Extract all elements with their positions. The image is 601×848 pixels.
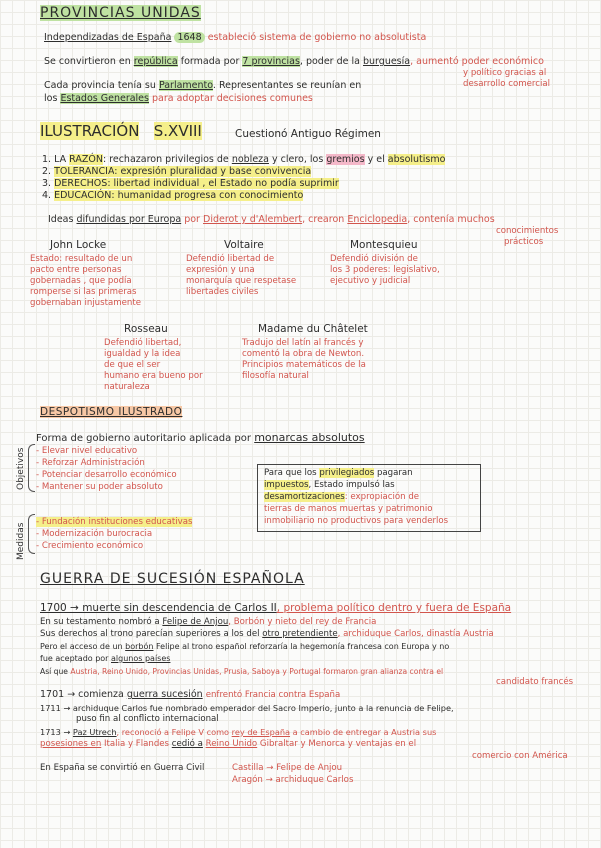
box-line: Para que los privilegiados pagaran [264, 468, 413, 478]
locke-line: gobernadas , que podía [30, 276, 132, 286]
line-derechos-trono: Sus derechos al trono parecían superiores a los del otro pretendiente, archiduque Carlos, dinastía Austria [40, 629, 494, 639]
line-1711: 1711 → archiduque Carlos fue nombrado emperador del Sacro Imperio, junto a la renuncia de Felipe, [40, 703, 454, 713]
box-line: desamortizaciones: expropiación de [264, 492, 420, 502]
box-line: inmobiliario no productivos para venderlos [264, 516, 449, 526]
philosopher-name: Madame du Châtelet [258, 323, 368, 335]
line-aragon: Aragón → archiduque Carlos [232, 775, 354, 785]
locke-line: Estado: resultado de un [30, 254, 133, 264]
idea-tolerancia: 2. TOLERANCIA: expresión pluralidad y base convivencia [42, 166, 312, 177]
objetivo-item: - Mantener su poder absoluto [36, 482, 163, 492]
note-politico: y político gracias al [463, 68, 547, 78]
line-1701: 1701 → comienza guerra sucesión enfrentó Francia contra España [40, 689, 341, 700]
line-1700: 1700 → muerte sin descendencia de Carlos II, problema político dentro y fuera de España [40, 602, 512, 614]
label-medidas: Medidas [16, 522, 26, 560]
objetivo-item: - Potenciar desarrollo económico [36, 470, 177, 480]
montesquieu-line: Defendió división de [330, 254, 418, 264]
note-candidato: candidato francés [496, 677, 574, 687]
box-line: tierras de manos muertas y patrimonio [264, 504, 433, 514]
line-castilla: Castilla → Felipe de Anjou [232, 763, 343, 773]
section-title-provincias: PROVINCIAS UNIDAS [40, 5, 201, 21]
line-republic: Se convirtieron en república formada por 7 provincias, poder de la burguesía, aumentó poder económico [44, 56, 544, 67]
philosopher-name: Montesquieu [350, 239, 418, 251]
line-guerra-civil: En España se convirtió en Guerra Civil [40, 763, 205, 773]
objetivo-item: - Elevar nivel educativo [36, 446, 138, 456]
philosopher-name: John Locke [50, 239, 107, 251]
voltaire-line: monarquía que respetase [186, 276, 297, 286]
line-posesiones: posesiones en Italia y Flandes cedió a Reino Unido Gibraltar y Menorca y ventajas en el [40, 739, 417, 749]
idea-educacion: 4. EDUCACIÓN: humanidad progresa con conocimiento [42, 190, 304, 201]
section-title-despotismo: DESPOTISMO ILUSTRADO [40, 406, 183, 418]
montesquieu-line: los 3 poderes: legislativo, [330, 265, 440, 275]
medida-item: - Modernización burocracia [36, 529, 153, 539]
line-testamento: En su testamento nombró a Felipe de Anjou, Borbón y nieto del rey de Francia [40, 617, 377, 627]
idea-razon: 1. LA RAZÓN: rechazaron privilegios de nobleza y clero, los gremios y el absolutismo [42, 154, 446, 165]
rousseau-line: naturaleza [104, 382, 150, 392]
ilustracion-subtitle: Cuestionó Antiguo Régimen [235, 128, 381, 140]
line-acceso-borbon: Pero el acceso de un borbón Felipe al trono español reforzaría la hegemonía francesa con Europa y no [40, 642, 450, 651]
chatelet-line: filosofía natural [242, 371, 309, 381]
section-title-ilustracion: ILUSTRACIÓN S.XVIII [40, 122, 202, 140]
objetivo-item: - Reforzar Administración [36, 458, 145, 468]
rousseau-line: de que el ser [104, 360, 161, 370]
section-title-guerra: GUERRA DE SUCESIÓN ESPAÑOLA [40, 571, 305, 587]
line-aceptado: fue aceptado por algunos países [40, 654, 171, 663]
chatelet-line: Principios matemáticos de la [242, 360, 366, 370]
locke-line: romperse si las primeras [30, 287, 137, 297]
locke-line: gobernaban injustamente [30, 298, 141, 308]
locke-line: pacto entre personas [30, 265, 122, 275]
note-comercial: desarrollo comercial [463, 79, 550, 89]
note-comercio: comercio con América [472, 751, 568, 761]
line-gran-alianza: Así que Austria, Reino Unido, Provincias Unidas, Prusia, Saboya y Portugal formaron gran alianza contra el [40, 667, 444, 676]
line-definicion-despotismo: Forma de gobierno autoritario aplicada por monarcas absolutos [36, 431, 365, 444]
idea-derechos: 3. DERECHOS: libertad individual , el Estado no podía suprimir [42, 178, 339, 189]
rousseau-line: Defendió libertad, [104, 338, 182, 348]
line-ideas-difundidas: Ideas difundidas por Europa por Diderot y d'Alembert, crearon Enciclopedia, contenía muchos [48, 214, 495, 225]
medida-item: - Crecimiento económico [36, 541, 144, 551]
box-line: impuestos, Estado impulsó las [264, 480, 395, 490]
voltaire-line: expresión y una [186, 265, 255, 275]
rousseau-line: igualdad y la idea [104, 349, 181, 359]
line-estados-generales: los Estados Generales para adoptar decisiones comunes [44, 93, 313, 104]
montesquieu-line: ejecutivo y judicial [330, 276, 411, 286]
brace-objetivos [28, 444, 35, 492]
line-independence: Independizadas de España 1648 estableció sistema de gobierno no absolutista [44, 32, 427, 43]
brace-medidas [28, 514, 35, 554]
philosopher-name: Rosseau [124, 323, 168, 335]
medida-item: - Fundación instituciones educativas [36, 517, 193, 527]
philosopher-name: Voltaire [224, 239, 264, 251]
chatelet-line: Tradujo del latín al francés y [242, 338, 364, 348]
line-1713: 1713 → Paz Utrech, reconoció a Felipe V como rey de España a cambio de entregar a Austria sus [40, 727, 437, 737]
rousseau-line: humano era bueno por [104, 371, 203, 381]
note-conocimientos: conocimientos [496, 226, 559, 236]
voltaire-line: libertades civiles [186, 287, 259, 297]
line-fin-conflicto: puso fin al conflicto internacional [76, 714, 219, 724]
voltaire-line: Defendió libertad de [186, 254, 275, 264]
note-practicos: prácticos [504, 237, 544, 247]
label-objetivos: Objetivos [16, 447, 26, 490]
chatelet-line: comentó la obra de Newton. [242, 349, 365, 359]
line-parlamento: Cada provincia tenía su Parlamento. Representantes se reunían en [44, 80, 362, 91]
